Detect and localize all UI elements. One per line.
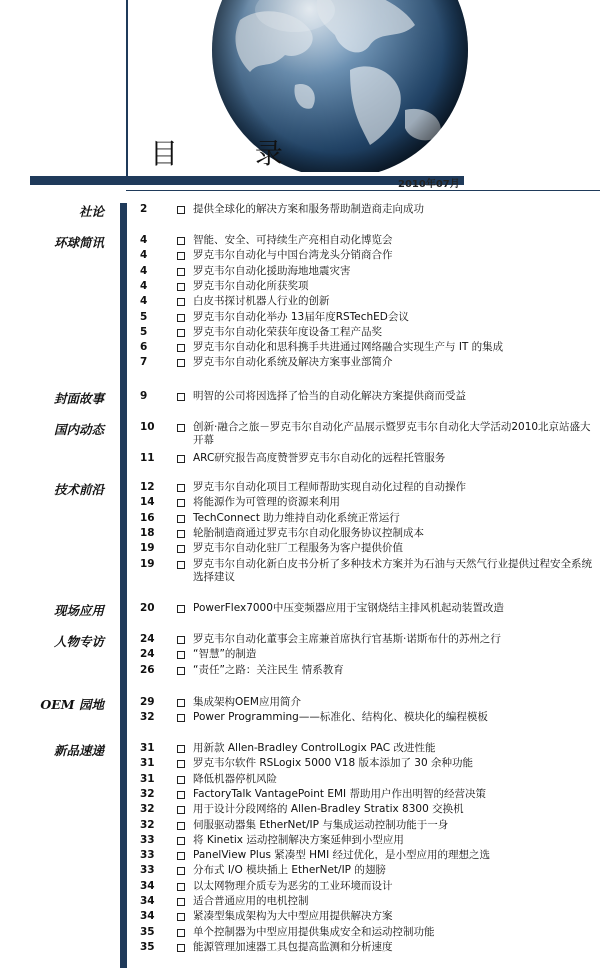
- toc-entry[interactable]: [0, 390, 600, 405]
- page-number: 4: [140, 264, 148, 277]
- entry-title: 分布式 I/O 模块插上 EtherNet/IP 的翅膀: [193, 864, 386, 877]
- checkbox-square-icon: [177, 268, 185, 276]
- page-number: 33: [140, 864, 155, 877]
- page-number: 11: [140, 451, 155, 464]
- toc-entry[interactable]: [0, 633, 600, 648]
- entry-title: 罗克韦尔软件 RSLogix 5000 V18 版本添加了 30 余种功能: [193, 757, 473, 770]
- checkbox-square-icon: [177, 545, 185, 553]
- section-label: OEM 园地: [40, 697, 104, 712]
- entry-title: ARC研究报告高度赞誉罗克韦尔自动化的远程托管服务: [193, 451, 446, 464]
- toc-entry[interactable]: [0, 341, 600, 356]
- checkbox-square-icon: [177, 530, 185, 538]
- checkbox-square-icon: [177, 605, 185, 613]
- checkbox-square-icon: [177, 283, 185, 291]
- checkbox-square-icon: [177, 455, 185, 463]
- page-number: 5: [140, 310, 148, 323]
- toc-entry[interactable]: [0, 249, 600, 264]
- page-number: 7: [140, 356, 148, 369]
- checkbox-square-icon: [177, 393, 185, 401]
- entry-title: “责任”之路：关注民生 情系教育: [193, 663, 344, 676]
- page-number: 24: [140, 633, 155, 645]
- entry-title: 适合普通应用的电机控制: [193, 895, 309, 907]
- toc-entry[interactable]: [0, 849, 600, 864]
- page-number: 35: [140, 940, 155, 953]
- toc-entry[interactable]: [0, 326, 600, 341]
- page-number: 33: [140, 833, 155, 846]
- toc-entry[interactable]: [0, 481, 600, 496]
- page-number: 2: [140, 203, 148, 215]
- entry-title: 以太网物理介质专为恶劣的工业环境而设计: [193, 879, 393, 892]
- header-vertical-rule: [126, 0, 128, 178]
- checkbox-square-icon: [177, 944, 185, 952]
- page-number: 32: [140, 711, 155, 724]
- checkbox-square-icon: [177, 206, 185, 214]
- entry-title: 提供全球化的解决方案和服务帮助制造商走向成功: [193, 203, 424, 215]
- entry-title: 降低机器停机风险: [193, 772, 277, 785]
- section-label: 现场应用: [53, 603, 104, 618]
- toc-entry[interactable]: [0, 203, 600, 218]
- page-number: 19: [140, 542, 155, 555]
- checkbox-square-icon: [177, 837, 185, 845]
- checkbox-square-icon: [177, 883, 185, 891]
- toc-entry[interactable]: [0, 864, 600, 879]
- toc-entry[interactable]: [0, 880, 600, 895]
- page-number: 19: [140, 557, 155, 570]
- toc-entry[interactable]: [0, 803, 600, 818]
- entry-title: 白皮书探讨机器人行业的创新: [193, 295, 330, 308]
- checkbox-square-icon: [177, 424, 185, 432]
- toc-entry[interactable]: [0, 356, 600, 371]
- entry-title: 用于设计分段网络的 Allen-Bradley Stratix 8300 交换机: [193, 803, 464, 816]
- section-label: 技术前沿: [53, 482, 104, 497]
- checkbox-square-icon: [177, 745, 185, 753]
- entry-title: 明智的公司将因选择了恰当的自动化解决方案提供商而受益: [193, 390, 466, 402]
- section-label: 封面故事: [53, 391, 104, 406]
- entry-title: 罗克韦尔自动化新白皮书分析了多种技术方案并为石油与天然气行业提供过程安全系统选择建议: [193, 557, 592, 583]
- checkbox-square-icon: [177, 252, 185, 260]
- checkbox-square-icon: [177, 776, 185, 784]
- entry-title: 轮胎制造商通过罗克韦尔自动化服务协议控制成本: [193, 526, 424, 539]
- page-number: 20: [140, 602, 155, 614]
- entry-title: FactoryTalk VantagePoint EMI 帮助用户作出明智的经营决策: [193, 787, 486, 800]
- toc-entry[interactable]: [0, 696, 600, 711]
- checkbox-square-icon: [177, 515, 185, 523]
- page-number: 12: [140, 481, 155, 493]
- entry-title: 紧凑型集成架构为大中型应用提供解决方案: [193, 910, 393, 923]
- page-number: 16: [140, 511, 155, 524]
- checkbox-square-icon: [177, 913, 185, 921]
- entry-title: 罗克韦尔自动化系统及解决方案事业部简介: [193, 356, 393, 369]
- checkbox-square-icon: [177, 714, 185, 722]
- checkbox-square-icon: [177, 298, 185, 306]
- toc-entry[interactable]: [0, 512, 600, 527]
- thin-rule: [126, 190, 600, 191]
- toc-entry[interactable]: [0, 819, 600, 834]
- page-number: 34: [140, 895, 155, 907]
- page-number: 26: [140, 663, 155, 676]
- entry-title: 智能、安全、可持续生产亮相自动化博览会: [193, 234, 393, 246]
- toc-entry[interactable]: [0, 295, 600, 310]
- checkbox-square-icon: [177, 806, 185, 814]
- page-number: 6: [140, 341, 148, 354]
- page-number: 29: [140, 696, 155, 708]
- entry-title: 能源管理加速器工具包提高监测和分析速度: [193, 940, 393, 953]
- entry-title: “智慧”的制造: [193, 648, 257, 661]
- toc-entry[interactable]: [0, 910, 600, 925]
- page-title: 目 录: [150, 137, 317, 170]
- toc-entry[interactable]: [0, 602, 600, 617]
- checkbox-square-icon: [177, 636, 185, 644]
- page-number: 14: [140, 496, 155, 509]
- section-label: 社论: [78, 204, 104, 219]
- entry-title: PanelView Plus 紧凑型 HMI 经过优化，是小型应用的理想之选: [193, 849, 491, 862]
- toc-entry[interactable]: [0, 926, 600, 941]
- entry-title: 单个控制器为中型应用提供集成安全和运动控制功能: [193, 925, 435, 938]
- section-label: 环球简讯: [53, 235, 104, 250]
- checkbox-square-icon: [177, 667, 185, 675]
- page-number: 10: [140, 421, 155, 433]
- page-number: 9: [140, 390, 148, 402]
- entry-title: 罗克韦尔自动化荣获年度设备工程产品奖: [193, 325, 382, 338]
- toc-entry[interactable]: [0, 311, 600, 326]
- toc-entry[interactable]: [0, 834, 600, 849]
- toc-entry[interactable]: [0, 757, 600, 772]
- toc-entry[interactable]: [0, 648, 600, 663]
- page-number: 24: [140, 648, 155, 661]
- entry-title: 罗克韦尔自动化驻厂工程服务为客户提供价值: [193, 542, 403, 555]
- checkbox-square-icon: [177, 329, 185, 337]
- toc-entry[interactable]: [0, 421, 600, 446]
- entry-title: 罗克韦尔自动化董事会主席兼首席执行官基斯·诺斯布什的苏州之行: [193, 633, 501, 645]
- checkbox-square-icon: [177, 852, 185, 860]
- section-label: 人物专访: [53, 634, 104, 649]
- checkbox-square-icon: [177, 499, 185, 507]
- entry-title: PowerFlex7000中压变频器应用于宝钢烧结主排风机起动装置改造: [193, 602, 504, 614]
- entry-title: Power Programming——标准化、结构化、模块化的编程模板: [193, 711, 488, 724]
- entry-title: 创新·融合之旅－罗克韦尔自动化产品展示暨罗克韦尔自动化大学活动2010北京站盛大开幕: [193, 421, 591, 446]
- checkbox-square-icon: [177, 344, 185, 352]
- page-number: 35: [140, 925, 155, 938]
- toc-entry[interactable]: [0, 527, 600, 542]
- page-number: 5: [140, 325, 148, 338]
- entry-title: 罗克韦尔自动化项目工程师帮助实现自动化过程的自动操作: [193, 481, 466, 493]
- toc-entry[interactable]: [0, 557, 600, 583]
- section-label: 国内动态: [53, 422, 104, 437]
- checkbox-square-icon: [177, 760, 185, 768]
- entry-title: 用新款 Allen-Bradley ControlLogix PAC 改进性能: [193, 742, 436, 754]
- checkbox-square-icon: [177, 484, 185, 492]
- checkbox-square-icon: [177, 699, 185, 707]
- toc-entry[interactable]: [0, 773, 600, 788]
- page-number: 31: [140, 757, 155, 770]
- checkbox-square-icon: [177, 929, 185, 937]
- checkbox-square-icon: [177, 314, 185, 322]
- page-number: 32: [140, 818, 155, 831]
- checkbox-square-icon: [177, 359, 185, 367]
- checkbox-square-icon: [177, 867, 185, 875]
- section-label: 新品速递: [53, 743, 104, 758]
- page-number: 32: [140, 787, 155, 800]
- entry-title: 伺服驱动器集 EtherNet/IP 与集成运动控制功能于一身: [193, 818, 449, 831]
- toc-entry[interactable]: [0, 664, 600, 679]
- toc-entry[interactable]: [0, 788, 600, 803]
- entry-title: 将能源作为可管理的资源来利用: [193, 496, 340, 509]
- checkbox-square-icon: [177, 651, 185, 659]
- entry-title: 罗克韦尔自动化与中国台湾龙头分销商合作: [193, 249, 393, 262]
- page-number: 34: [140, 910, 155, 923]
- toc-entry[interactable]: [0, 234, 600, 249]
- toc-entry[interactable]: [0, 895, 600, 910]
- page-number: 4: [140, 295, 148, 308]
- toc-entry[interactable]: [0, 265, 600, 280]
- entry-title: TechConnect 助力维持自动化系统正常运行: [193, 511, 400, 524]
- page-number: 18: [140, 526, 155, 539]
- entry-title: 罗克韦尔自动化所获奖项: [193, 279, 309, 292]
- toc-entry[interactable]: [0, 542, 600, 557]
- entry-title: 将 Kinetix 运动控制解决方案延伸到小型应用: [193, 833, 404, 846]
- toc-entry[interactable]: [0, 742, 600, 757]
- entry-title: 罗克韦尔自动化举办 13届年度RSTechED会议: [193, 310, 409, 323]
- toc-entry[interactable]: [0, 711, 600, 726]
- page-number: 4: [140, 249, 148, 262]
- page-number: 4: [140, 234, 148, 246]
- entry-title: 罗克韦尔自动化援助海地地震灾害: [193, 264, 351, 277]
- toc-entry[interactable]: [0, 452, 600, 467]
- entry-title: 集成架构OEM应用简介: [193, 696, 301, 708]
- checkbox-square-icon: [177, 898, 185, 906]
- entry-title: 罗克韦尔自动化和思科携手共进通过网络融合实现生产与 IT 的集成: [193, 341, 504, 354]
- issue-date: 2010年07月: [398, 179, 460, 190]
- page-number: 31: [140, 742, 155, 754]
- checkbox-square-icon: [177, 822, 185, 830]
- checkbox-square-icon: [177, 791, 185, 799]
- checkbox-square-icon: [177, 237, 185, 245]
- toc-entry[interactable]: [0, 496, 600, 511]
- page-number: 31: [140, 772, 155, 785]
- toc-entry[interactable]: [0, 941, 600, 956]
- page-number: 34: [140, 879, 155, 892]
- page-number: 4: [140, 279, 148, 292]
- checkbox-square-icon: [177, 561, 185, 569]
- page-number: 33: [140, 849, 155, 862]
- toc-entry[interactable]: [0, 280, 600, 295]
- page-number: 32: [140, 803, 155, 816]
